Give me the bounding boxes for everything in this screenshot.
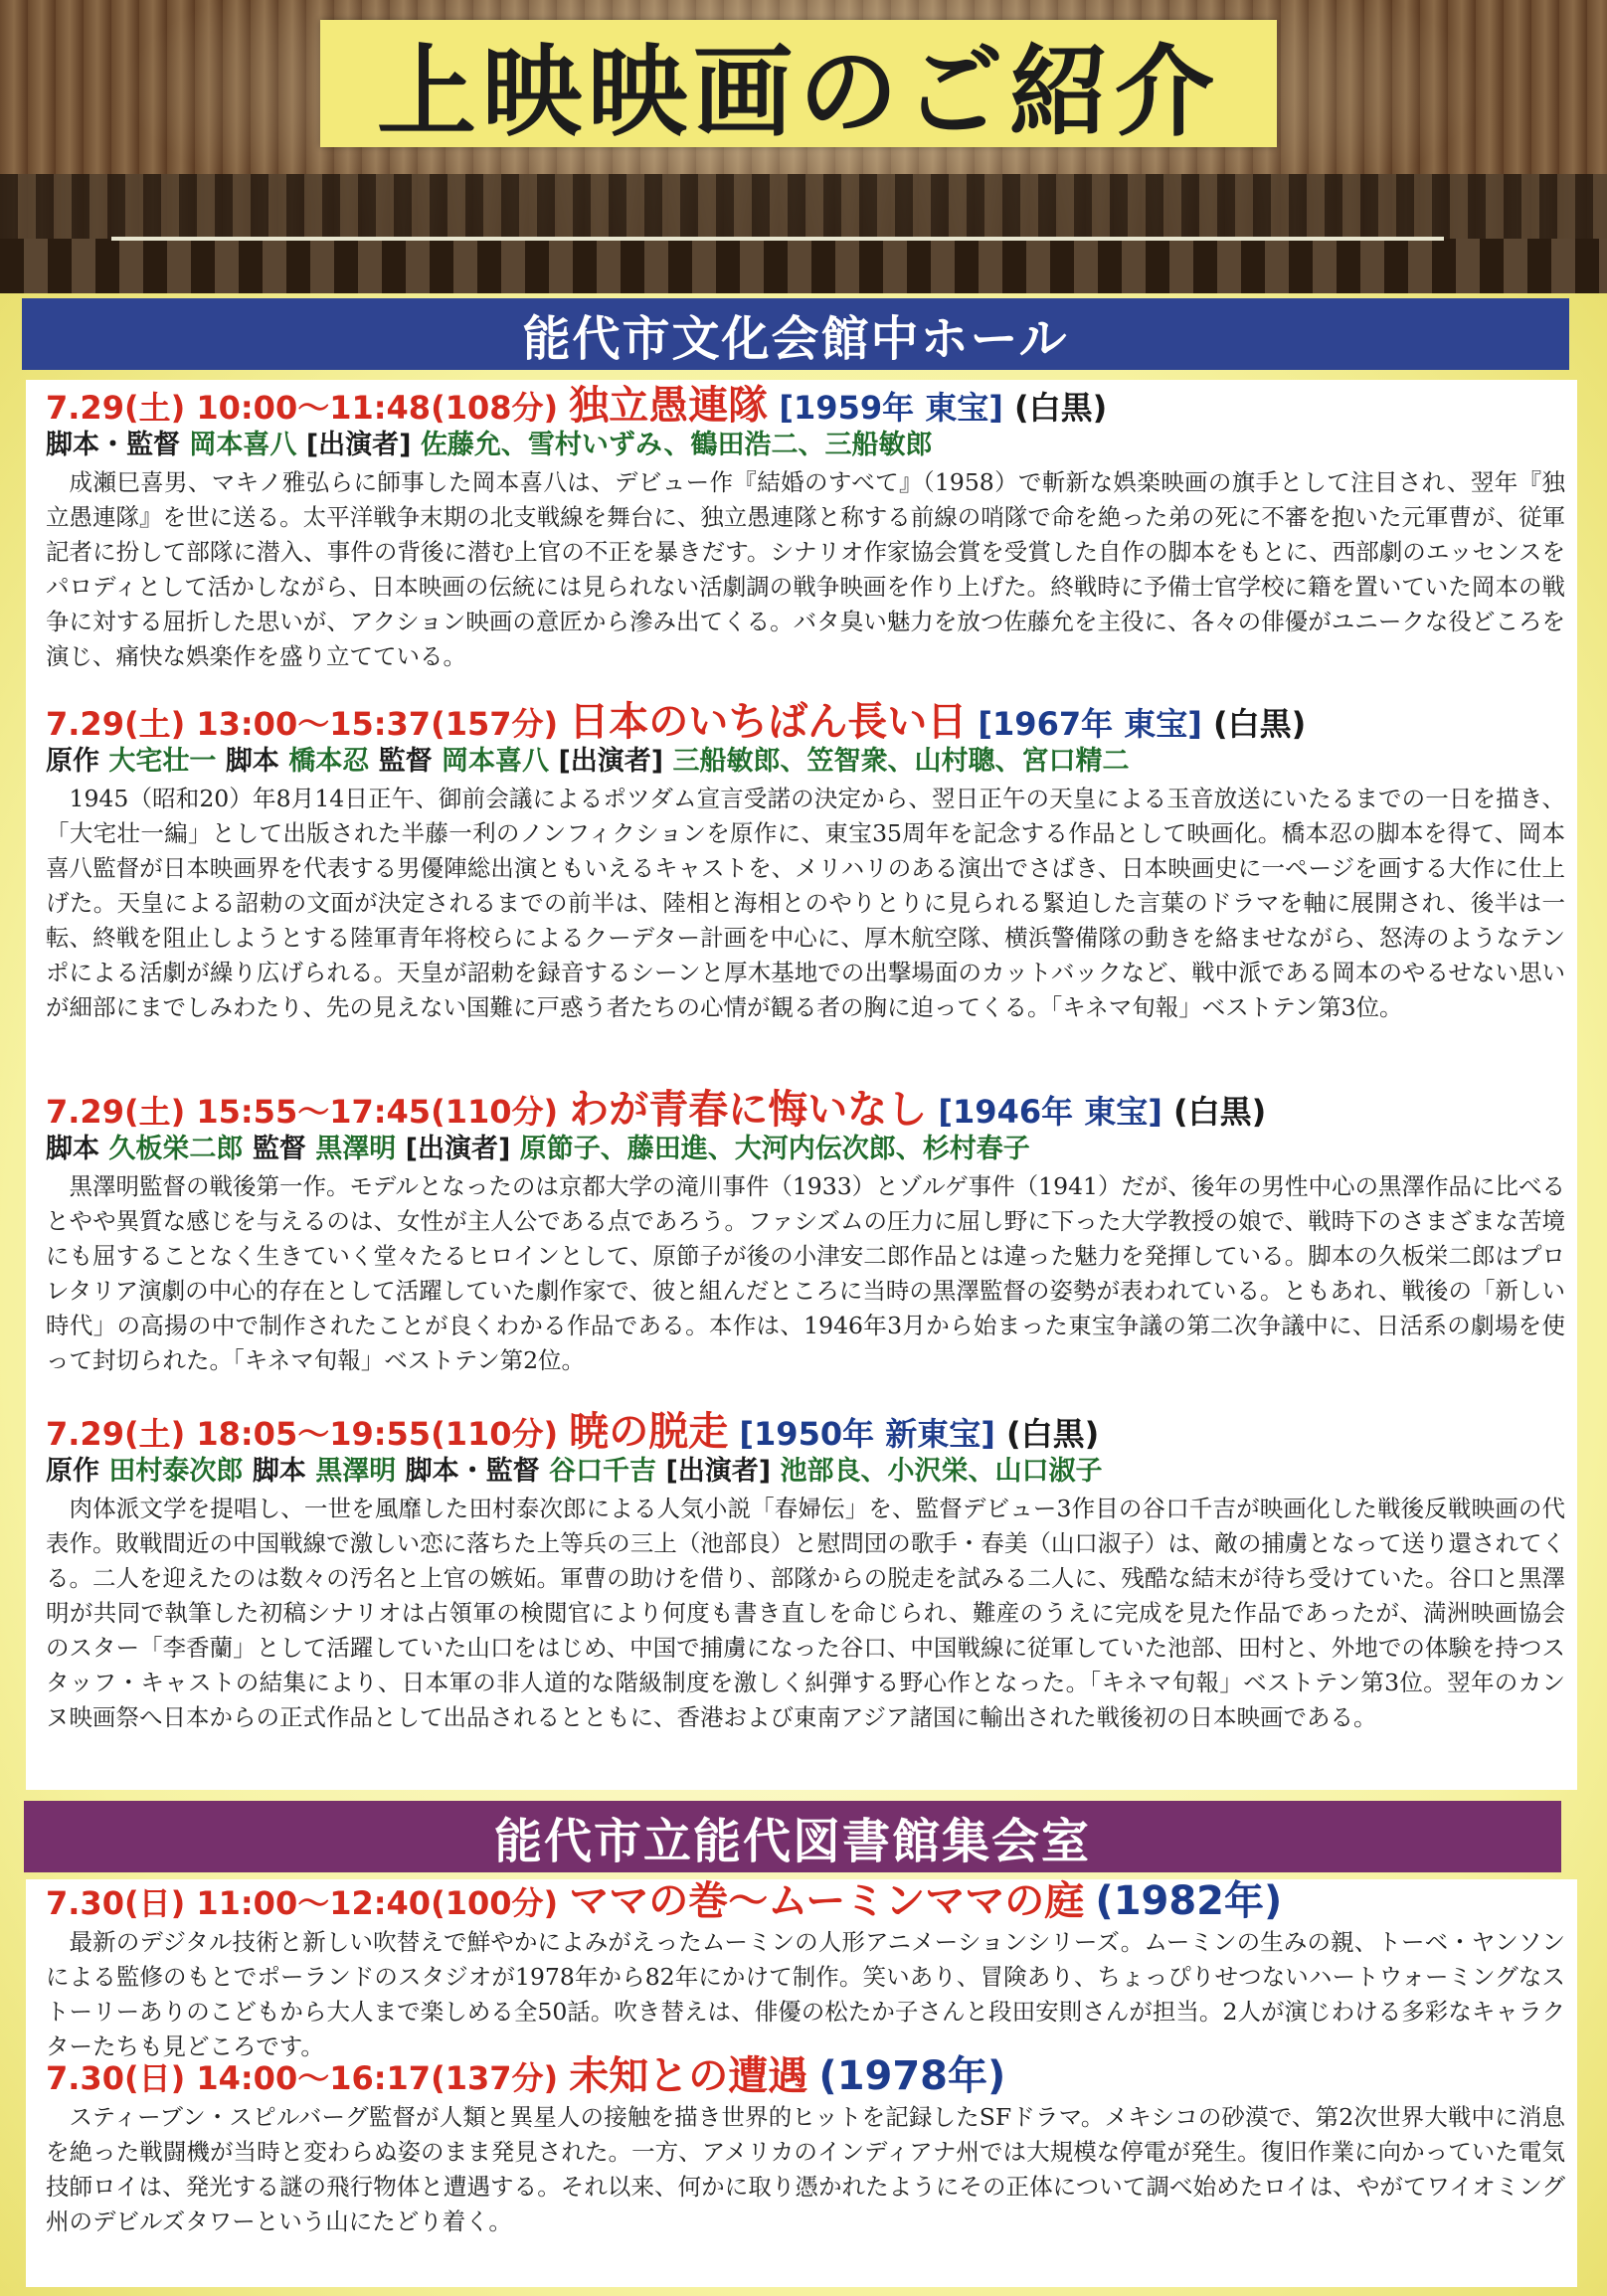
credit-value: 岡本喜八 — [189, 430, 297, 460]
film-heading — [46, 1087, 1565, 1133]
film-entry — [46, 1087, 1565, 1378]
credit-value: 久板栄二郎 — [108, 1134, 244, 1164]
film-format: (白黒) — [1006, 1415, 1100, 1453]
credit-key: 原作 — [46, 746, 99, 777]
film-description: スティーブン・スピルバーグ監督が人類と異星人の接触を描き世界的ヒットを記録したSFドラマ。メキシコの砂漠で、第2次世界大戦中に消息を絶った戦闘機が当時と変わらぬ姿のまま発見された。一方、アメリカのインディアナ州では大規模な停電が発生。復旧作業に向かっていた電気技師ロイは、発光する謎の飛行物体と遭遇する。それ以来、何かに取り憑かれたようにその正体について調べ始めたロイは、やがてワイオミング州のデビルズタワーという山にたどり着く。 — [46, 2103, 1565, 2235]
credit-value: 池部良、小沢栄、山口淑子 — [780, 1456, 1103, 1487]
film-heading — [46, 1409, 1565, 1455]
credit-value: 原節子、藤田進、大河内伝次郎、杉村春子 — [519, 1134, 1030, 1164]
credit-value: 田村泰次郎 — [108, 1456, 244, 1487]
film-entry — [46, 383, 1565, 674]
film-year: (1982年) — [1095, 1878, 1283, 1924]
credit-key: [出演者] — [405, 1134, 511, 1164]
header-divider — [111, 237, 1444, 241]
film-schedule: 7.29(土) 10:00〜11:48(108分) — [46, 389, 559, 427]
credit-key: 監督 — [252, 1134, 306, 1164]
film-heading — [46, 1878, 1565, 1924]
film-entry — [46, 699, 1565, 1025]
credit-key: 脚本・監督 — [46, 430, 180, 460]
credit-value: 谷口千吉 — [549, 1456, 657, 1487]
credit-key: 脚本 — [46, 1134, 99, 1164]
film-title: 独立愚連隊 — [569, 383, 769, 429]
film-production: [1946年 東宝] — [938, 1093, 1162, 1131]
film-production: [1950年 新東宝] — [739, 1415, 995, 1453]
film-credits — [46, 1132, 1565, 1167]
film-credits — [46, 428, 1565, 463]
film-year: (1978年) — [818, 2053, 1006, 2099]
film-entry — [46, 2053, 1565, 2239]
film-schedule: 7.29(土) 15:55〜17:45(110分) — [46, 1093, 559, 1131]
film-production: [1967年 東宝] — [978, 705, 1202, 743]
film-schedule: 7.30(日) 11:00〜12:40(100分) — [46, 1884, 559, 1922]
film-schedule: 7.30(日) 14:00〜16:17(137分) — [46, 2059, 559, 2097]
credit-value: 大宅壮一 — [108, 746, 217, 777]
film-description: 黒澤明監督の戦後第一作。モデルとなったのは京都大学の滝川事件（1933）とゾルゲ事件（1941）だが、後年の男性中心の黒澤作品に比べるとやや異質な感じを与えるのは、女性が主人公である点であろう。ファシズムの圧力に屈し野に下った大学教授の娘で、戦時下のさまざまな苦境にも屈することなく生きていく堂々たるヒロインとして、原節子が後の小津安二郎作品とは違った魅力を発揮している。脚本の久板栄二郎はプロレタリア演劇の中心的存在として活躍していた劇作家で、彼と組んだところに当時の黒澤監督の姿勢が表われている。ともあれ、戦後の「新しい時代」の高揚の中で制作されたことが良くわかる作品である。本作は、1946年3月から始まった東宝争議の第二次争議中に、日活系の劇場を使って封切られた。「キネマ旬報」ベストテン第2位。 — [46, 1172, 1565, 1374]
credit-key: [出演者] — [305, 430, 412, 460]
page-title: 上映映画のご紹介 — [377, 34, 1220, 150]
film-description: 最新のデジタル技術と新しい吹替えで鮮やかによみがえったムーミンの人形アニメーションシリーズ。ムーミンの生みの親、トーベ・ヤンソンによる監修のもとでポーランドのスタジオが1978年から82年にかけて制作。笑いあり、冒険あり、ちょっぴりせつないハートウォーミングなストーリーありのこどもから大人まで楽しめる全50話。吹き替えは、俳優の松たか子さんと段田安則さんが担当。2人が演じわける多彩なキャラクターたちも見どころです。 — [46, 1928, 1565, 2060]
credit-key: 脚本 — [225, 746, 279, 777]
film-schedule: 7.29(土) 18:05〜19:55(110分) — [46, 1415, 559, 1453]
credit-value: 黒澤明 — [315, 1456, 397, 1487]
film-format: (白黒) — [1213, 705, 1307, 743]
film-title: 暁の脱走 — [569, 1409, 729, 1455]
film-description: 成瀬巳喜男、マキノ雅弘らに師事した岡本喜八は、デビュー作『結婚のすべて』（1958）で斬新な娯楽映画の旗手として注目され、翌年『独立愚連隊』を世に送る。太平洋戦争末期の北支戦線を舞台に、独立愚連隊と称する前線の哨隊で命を絶った弟の死に不審を抱いた元軍曹が、従軍記者に扮して部隊に潜入、事件の背後に潜む上官の不正を暴きだす。シナリオ作家協会賞を受賞した自作の脚本をもとに、西部劇のエッセンスをパロディとして活かしながら、日本映画の伝統には見られない活劇調の戦争映画を作り上げた。終戦時に予備士官学校に籍を置いていた岡本の戦争に対する屈折した思いが、アクション映画の意匠から滲み出てくる。バタ臭い魅力を放つ佐藤允を主役に、各々の俳優がユニークな役どころを演じ、痛快な娯楽作を盛り立てている。 — [46, 468, 1565, 670]
credit-key: [出演者] — [558, 746, 664, 777]
film-heading — [46, 699, 1565, 745]
venue-banner-1: 能代市文化会館中ホール — [22, 298, 1569, 370]
film-description: 肉体派文学を提唱し、一世を風靡した田村泰次郎による人気小説「春婦伝」を、監督デビュー3作目の谷口千吉が映画化した戦後反戦映画の代表作。敗戦間近の中国戦線で激しい恋に落ちた上等兵の三上（池部良）と慰問団の歌手・春美（山口淑子）は、敵の捕虜となって送り還されてくる。二人を迎えたのは数々の汚名と上官の嫉妬。軍曹の助けを借り、部隊からの脱走を試みる二人に、残酷な結末が待ち受けていた。谷口と黒澤明が共同で執筆した初稿シナリオは占領軍の検閲官により何度も書き直しを命じられ、難産のうえに完成を見た作品であったが、満洲映画協会のスター「李香蘭」として活躍していた山口をはじめ、中国で捕虜になった谷口、中国戦線に従軍していた池部、田村と、外地での体験を持つスタッフ・キャストの結集により、日本軍の非人道的な階級制度を激しく糾弾する野心作となった。「キネマ旬報」ベストテン第3位。翌年のカンヌ映画祭へ日本からの正式作品として出品されるとともに、香港および東南アジア諸国に輸出された戦後初の日本映画である。 — [46, 1495, 1565, 1731]
credit-value: 黒澤明 — [315, 1134, 397, 1164]
film-heading — [46, 2053, 1565, 2099]
film-title: 日本のいちばん長い日 — [569, 699, 968, 745]
film-format: (白黒) — [1014, 389, 1108, 427]
title-box — [320, 20, 1277, 150]
film-title: 未知との遭遇 — [569, 2053, 808, 2099]
film-schedule: 7.29(土) 13:00〜15:37(157分) — [46, 705, 559, 743]
credit-key: [出演者] — [665, 1456, 772, 1487]
film-entry — [46, 1409, 1565, 1735]
credit-key: 原作 — [46, 1456, 99, 1487]
film-title: ママの巻〜ムーミンママの庭 — [569, 1878, 1085, 1924]
film-description: 1945（昭和20）年8月14日正午、御前会議によるポツダム宣言受諾の決定から、翌日正午の天皇による玉音放送にいたるまでの一日を描き、「大宅壮一編」として出版された半藤一利のノンフィクションを原作に、東宝35周年を記念する作品として映画化。橋本忍の脚本を得て、岡本喜八監督が日本映画界を代表する男優陣総出演ともいえるキャストを、メリハリのある演出でさばき、日本映画史に一ページを画する大作に仕上げた。天皇による詔勅の文面が決定されるまでの前半は、陸相と海相とのやりとりに見られる緊迫した言葉のドラマを軸に展開され、後半は一転、終戦を阻止しようとする陸軍青年将校らによるクーデター計画を中心に、厚木航空隊、横浜警備隊の動きを絡ませながら、怒涛のようなテンポによる活劇が繰り広げられる。天皇が詔勅を録音するシーンと厚木基地での出撃場面のカットバックなど、戦中派である岡本のやるせない思いが細部にまでしみわたり、先の見えない国難に戸惑う者たちの心情が観る者の胸に迫ってくる。「キネマ旬報」ベストテン第3位。 — [46, 785, 1565, 1021]
credit-key: 脚本・監督 — [405, 1456, 540, 1487]
venue-banner-2: 能代市立能代図書館集会室 — [24, 1801, 1561, 1872]
credit-key: 監督 — [378, 746, 433, 777]
film-title: わが青春に悔いなし — [569, 1087, 928, 1133]
film-credits — [46, 1454, 1565, 1490]
credit-value: 岡本喜八 — [442, 746, 550, 777]
credit-value: 三船敏郎、笠智衆、山村聰、宮口精二 — [672, 746, 1130, 777]
credit-value: 佐藤允、雪村いずみ、鶴田浩二、三船敏郎 — [420, 430, 933, 460]
film-credits — [46, 744, 1565, 780]
theater-header — [0, 0, 1607, 293]
film-production: [1959年 東宝] — [779, 389, 1003, 427]
theater-seats-front — [0, 239, 1607, 293]
credit-key: 脚本 — [252, 1456, 306, 1487]
film-heading — [46, 383, 1565, 429]
film-entry — [46, 1878, 1565, 2064]
film-format: (白黒) — [1173, 1093, 1267, 1131]
credit-value: 橋本忍 — [288, 746, 370, 777]
